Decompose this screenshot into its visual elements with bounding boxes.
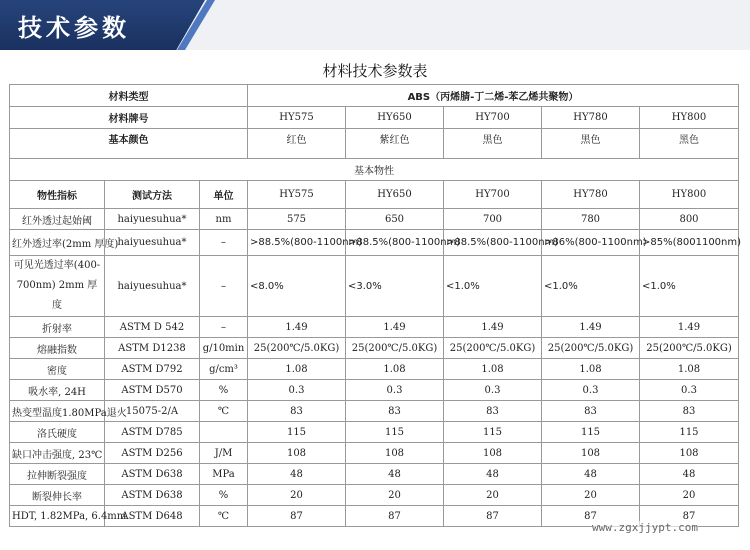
value-cell: 1.49 [346, 317, 444, 338]
value-cell: 25(200℃/5.0KG) [248, 338, 346, 359]
unit-cell: g/cm³ [200, 359, 248, 380]
value-cell: 115 [640, 422, 739, 443]
material-type-value: ABS（丙烯腈-丁二烯-苯乙烯共聚物） [248, 85, 739, 107]
method-cell: ASTM D648 [105, 506, 200, 527]
value-cell: 20 [346, 485, 444, 506]
unit-cell: – [200, 230, 248, 256]
value-cell: 48 [640, 464, 739, 485]
value-cell: 83 [542, 401, 640, 422]
value-cell: <8.0% [248, 256, 346, 317]
unit-cell: ℃ [200, 401, 248, 422]
col-header-grade: HY575 [248, 181, 346, 209]
table-row [10, 317, 739, 338]
unit-cell [200, 422, 248, 443]
value-cell: 0.3 [542, 380, 640, 401]
property-cell: 熔融指数 [10, 338, 105, 359]
value-cell: 48 [346, 464, 444, 485]
grade-cell: HY780 [542, 107, 640, 129]
value-cell: 87 [444, 506, 542, 527]
value-cell: 20 [248, 485, 346, 506]
col-header-grade: HY780 [542, 181, 640, 209]
property-cell: 红外透过率(2mm 厚度) [10, 230, 105, 256]
value-cell: 87 [542, 506, 640, 527]
value-cell: 108 [248, 443, 346, 464]
grade-cell: HY800 [640, 107, 739, 129]
value-cell: 83 [444, 401, 542, 422]
value-cell: 1.49 [640, 317, 739, 338]
value-cell: >88.5%(800-1100nm) [444, 230, 542, 256]
value-cell: 25(200℃/5.0KG) [444, 338, 542, 359]
table-row [10, 209, 739, 230]
method-cell: haiyuesuhua* [105, 256, 200, 317]
table-row [10, 338, 739, 359]
value-cell: 108 [640, 443, 739, 464]
value-cell: 20 [640, 485, 739, 506]
value-cell: 108 [542, 443, 640, 464]
method-cell: ASTM D 542 [105, 317, 200, 338]
value-cell: 650 [346, 209, 444, 230]
value-cell: 115 [248, 422, 346, 443]
grade-cell: HY700 [444, 107, 542, 129]
value-cell: 48 [248, 464, 346, 485]
property-cell: 拉伸断裂强度 [10, 464, 105, 485]
value-cell: 1.08 [444, 359, 542, 380]
grade-label: 材料牌号 [10, 107, 248, 129]
col-header-grade: HY700 [444, 181, 542, 209]
property-cell: 吸水率, 24H [10, 380, 105, 401]
spec-table [9, 84, 742, 527]
table-title: 材料技术参数表 [322, 62, 428, 80]
table-row [10, 485, 739, 506]
value-cell: 87 [346, 506, 444, 527]
method-cell: ASTM D792 [105, 359, 200, 380]
value-cell: 0.3 [640, 380, 739, 401]
property-cell: 热变型温度1.80MPa退火 [10, 401, 105, 422]
value-cell: >88.5%(800-1100nm) [248, 230, 346, 256]
value-cell: 0.3 [248, 380, 346, 401]
method-cell: ASTM D1238 [105, 338, 200, 359]
value-cell: 1.49 [248, 317, 346, 338]
table-row [10, 443, 739, 464]
value-cell: >85%(8001100nm) [640, 230, 739, 256]
property-cell: 缺口冲击强度, 23℃ [10, 443, 105, 464]
value-cell: 575 [248, 209, 346, 230]
material-type-row [10, 85, 739, 107]
value-cell: 20 [542, 485, 640, 506]
color-cell: 黑色 [444, 129, 542, 159]
value-cell: 800 [640, 209, 739, 230]
method-cell: ASTM D570 [105, 380, 200, 401]
property-cell: 可见光透过率(400-700nm) 2mm 厚度 [10, 256, 105, 317]
grade-row [10, 107, 739, 129]
method-cell: haiyuesuhua* [105, 209, 200, 230]
unit-cell: % [200, 485, 248, 506]
col-header-grade: HY800 [640, 181, 739, 209]
unit-cell: ℃ [200, 506, 248, 527]
col-header-grade: HY650 [346, 181, 444, 209]
value-cell: >86%(800-1100nm) [542, 230, 640, 256]
value-cell: 87 [640, 506, 739, 527]
value-cell: 0.3 [346, 380, 444, 401]
color-row [10, 129, 739, 159]
value-cell: 48 [444, 464, 542, 485]
table-row [10, 380, 739, 401]
unit-cell: – [200, 256, 248, 317]
value-cell: <1.0% [542, 256, 640, 317]
color-cell: 黑色 [640, 129, 739, 159]
value-cell: 1.08 [248, 359, 346, 380]
property-cell: 折射率 [10, 317, 105, 338]
value-cell: 83 [640, 401, 739, 422]
value-cell: 780 [542, 209, 640, 230]
value-cell: 1.08 [640, 359, 739, 380]
value-cell: 0.3 [444, 380, 542, 401]
value-cell: 1.49 [444, 317, 542, 338]
table-row [10, 401, 739, 422]
grade-cell: HY575 [248, 107, 346, 129]
unit-cell: – [200, 317, 248, 338]
color-label: 基本颜色 [10, 129, 248, 159]
method-cell: 15075-2/A [105, 401, 200, 422]
value-cell: 115 [542, 422, 640, 443]
material-type-label: 材料类型 [10, 85, 248, 107]
table-row [10, 422, 739, 443]
header-banner [0, 0, 750, 50]
value-cell: 700 [444, 209, 542, 230]
property-cell: 红外透过起始阈 [10, 209, 105, 230]
property-cell: 断裂伸长率 [10, 485, 105, 506]
color-cell: 黑色 [542, 129, 640, 159]
value-cell: <1.0% [444, 256, 542, 317]
value-cell: 83 [346, 401, 444, 422]
col-header-method: 测试方法 [105, 181, 200, 209]
value-cell: 115 [444, 422, 542, 443]
unit-cell: J/M [200, 443, 248, 464]
value-cell: 108 [444, 443, 542, 464]
table-row [10, 464, 739, 485]
value-cell: >88.5%(800-1100nm) [346, 230, 444, 256]
section-row [10, 159, 739, 181]
method-cell: ASTM D638 [105, 485, 200, 506]
unit-cell: MPa [200, 464, 248, 485]
value-cell: 25(200℃/5.0KG) [346, 338, 444, 359]
unit-cell: g/10min [200, 338, 248, 359]
method-cell: ASTM D785 [105, 422, 200, 443]
method-cell: ASTM D256 [105, 443, 200, 464]
table-row [10, 256, 739, 317]
value-cell: 1.49 [542, 317, 640, 338]
method-cell: ASTM D638 [105, 464, 200, 485]
value-cell: 1.08 [346, 359, 444, 380]
method-cell: haiyuesuhua* [105, 230, 200, 256]
value-cell: 25(200℃/5.0KG) [640, 338, 739, 359]
section-title: 基本物性 [10, 159, 739, 181]
property-cell: 洛氏硬度 [10, 422, 105, 443]
col-header-property: 物性指标 [10, 181, 105, 209]
property-cell: HDT, 1.82MPa, 6.4mm [10, 506, 105, 527]
table-row [10, 230, 739, 256]
color-cell: 红色 [248, 129, 346, 159]
table-row [10, 359, 739, 380]
col-header-unit: 单位 [200, 181, 248, 209]
color-cell: 紫红色 [346, 129, 444, 159]
value-cell: <1.0% [640, 256, 739, 317]
property-cell: 密度 [10, 359, 105, 380]
unit-cell: % [200, 380, 248, 401]
value-cell: 25(200℃/5.0KG) [542, 338, 640, 359]
watermark: www.zgxjjypt.com [592, 521, 698, 534]
unit-cell: nm [200, 209, 248, 230]
banner-title: 技术参数 [18, 14, 130, 42]
value-cell: 83 [248, 401, 346, 422]
value-cell: 1.08 [542, 359, 640, 380]
value-cell: 115 [346, 422, 444, 443]
value-cell: 108 [346, 443, 444, 464]
value-cell: 48 [542, 464, 640, 485]
column-header-row [10, 181, 739, 209]
value-cell: 87 [248, 506, 346, 527]
value-cell: <3.0% [346, 256, 444, 317]
value-cell: 20 [444, 485, 542, 506]
grade-cell: HY650 [346, 107, 444, 129]
